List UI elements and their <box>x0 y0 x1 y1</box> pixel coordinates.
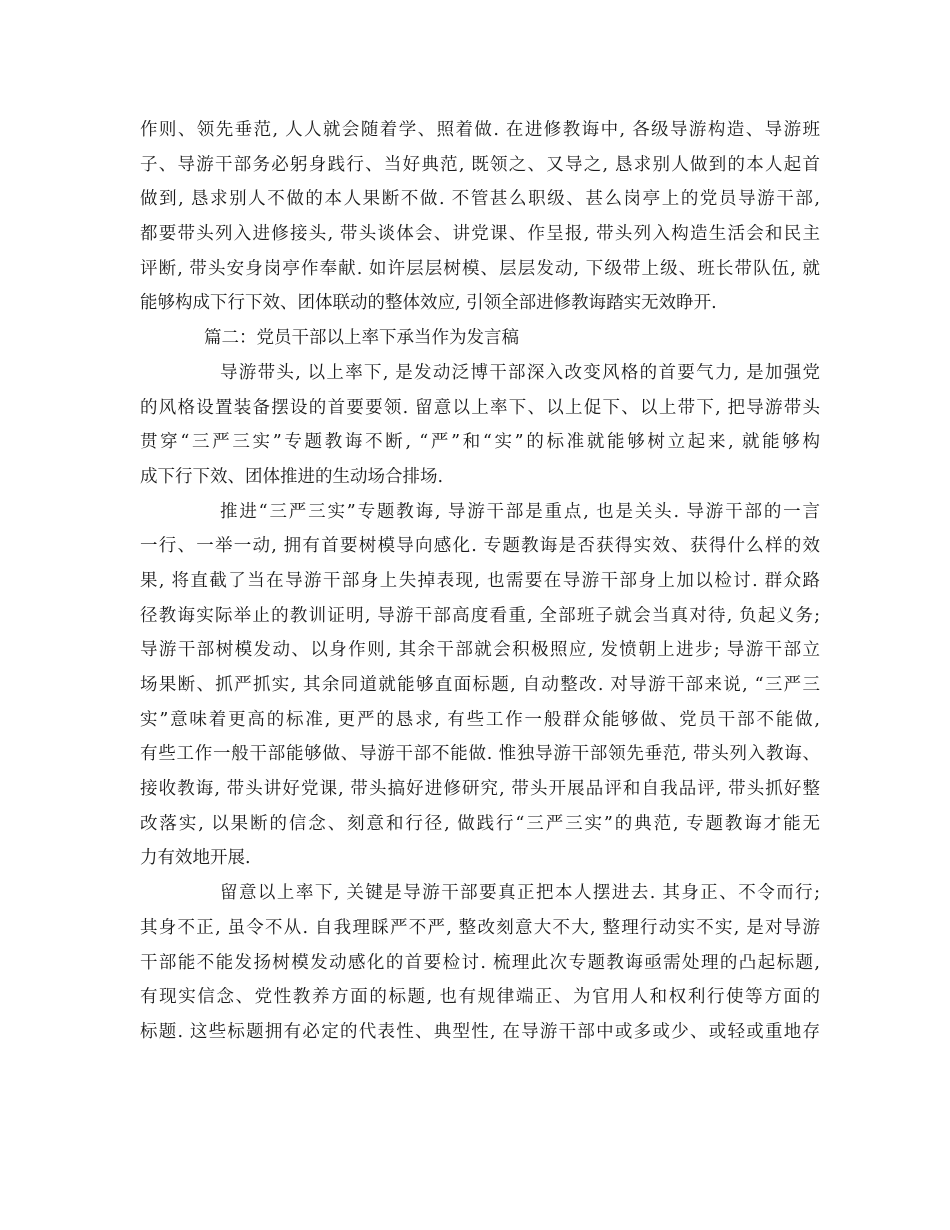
text-line: 一行、一举一动, 拥有首要树模导向感化. 专题教诲是否获得实效、获得什么样的效 <box>140 536 820 557</box>
text-line: 都要带头列入进修接头, 带头谈体会、讲党课、作呈报, 带头列入构造生活会和民主 <box>140 224 820 245</box>
text-line: 做到, 恳求别人不做的本人果断不做. 不管甚么职级、甚么岗亭上的党员导游干部, <box>140 189 820 210</box>
text-line: 实”意味着更高的标准, 更严的恳求, 有些工作一般群众能够做、党员干部不能做, <box>140 709 820 730</box>
text-line: 标题. 这些标题拥有必定的代表性、典型性, 在导游干部中或多或少、或轻或重地存 <box>140 1021 820 1042</box>
text-line: 场果断、抓严抓实, 其余同道就能够直面标题, 自动整改. 对导游干部来说, “三严三 <box>140 675 820 695</box>
text-line: 力有效地开展. <box>140 848 251 869</box>
text-line: 有现实信念、党性教养方面的标题, 也有规律端正、为官用人和权利行使等方面的 <box>140 987 820 1008</box>
text-line: 改落实, 以果断的信念、刻意和行径, 做践行“三严三实”的典范, 专题教诲才能无 <box>140 813 820 834</box>
paragraph-1 <box>140 113 820 321</box>
text-line: 子、导游干部务必躬身践行、当好典范, 既领之、又导之, 恳求别人做到的本人起首 <box>140 154 820 175</box>
text-line: 评断, 带头安身岗亭作奉献. 如许层层树模、层层发动, 下级带上级、班长带队伍, 就 <box>140 258 820 279</box>
paragraph-3 <box>140 495 820 877</box>
section-heading <box>140 321 820 356</box>
text-line: 接收教诲, 带头讲好党课, 带头搞好进修研究, 带头开展品评和自我品评, 带头抓好整 <box>140 779 820 800</box>
document-page <box>140 113 820 1050</box>
paragraph-2 <box>140 356 820 495</box>
text-line: 有些工作一般干部能够做、导游干部不能做. 惟独导游干部领先垂范, 带头列入教诲、 <box>140 744 820 765</box>
text-line: 干部能不能发扬树模发动感化的首要检讨. 梳理此次专题教诲亟需处理的凸起标题, <box>140 952 820 973</box>
text-line: 导游干部树模发动、以身作则, 其余干部就会积极照应, 发愤朝上进步; 导游干部立 <box>140 640 820 661</box>
text-line: 其身不正, 虽令不从. 自我理睬严不严, 整改刻意大不大, 整理行动实不实, 是对导游 <box>140 917 820 938</box>
text-line: 径教诲实际举止的教训证明, 导游干部高度看重, 全部班子就会当真对待, 负起义务; <box>140 605 820 626</box>
text-line: 留意以上率下, 关键是导游干部要真正把本人摆进去. 其身正、不令而行; <box>220 883 820 904</box>
text-line: 能够构成下行下效、团体联动的整体效应, 引领全部进修教诲踏实无效睁开. <box>140 293 717 314</box>
text-line: 推进“三严三实”专题教诲, 导游干部是重点, 也是关头. 导游干部的一言 <box>220 501 820 522</box>
text-line: 导游带头, 以上率下, 是发动泛博干部深入改变风格的首要气力, 是加强党 <box>220 362 820 383</box>
text-line: 的风格设置装备摆设的首要要领. 留意以上率下、以上促下、以上带下, 把导游带头 <box>140 397 820 418</box>
text-line: 贯穿“三严三实”专题教诲不断, “严”和“实”的标准就能够树立起来, 就能够构 <box>140 432 820 453</box>
text-line: 成下行下效、团体推进的生动场合排场. <box>140 466 444 487</box>
heading-line: 篇二：党员干部以上率下承当作为发言稿 <box>204 328 519 349</box>
paragraph-4 <box>140 876 820 1049</box>
text-line: 作则、领先垂范, 人人就会随着学、照着做. 在进修教诲中, 各级导游构造、导游班 <box>140 120 820 140</box>
text-line: 果, 将直截了当在导游干部身上失掉表现, 也需要在导游干部身上加以检讨. 群众路 <box>140 570 820 591</box>
